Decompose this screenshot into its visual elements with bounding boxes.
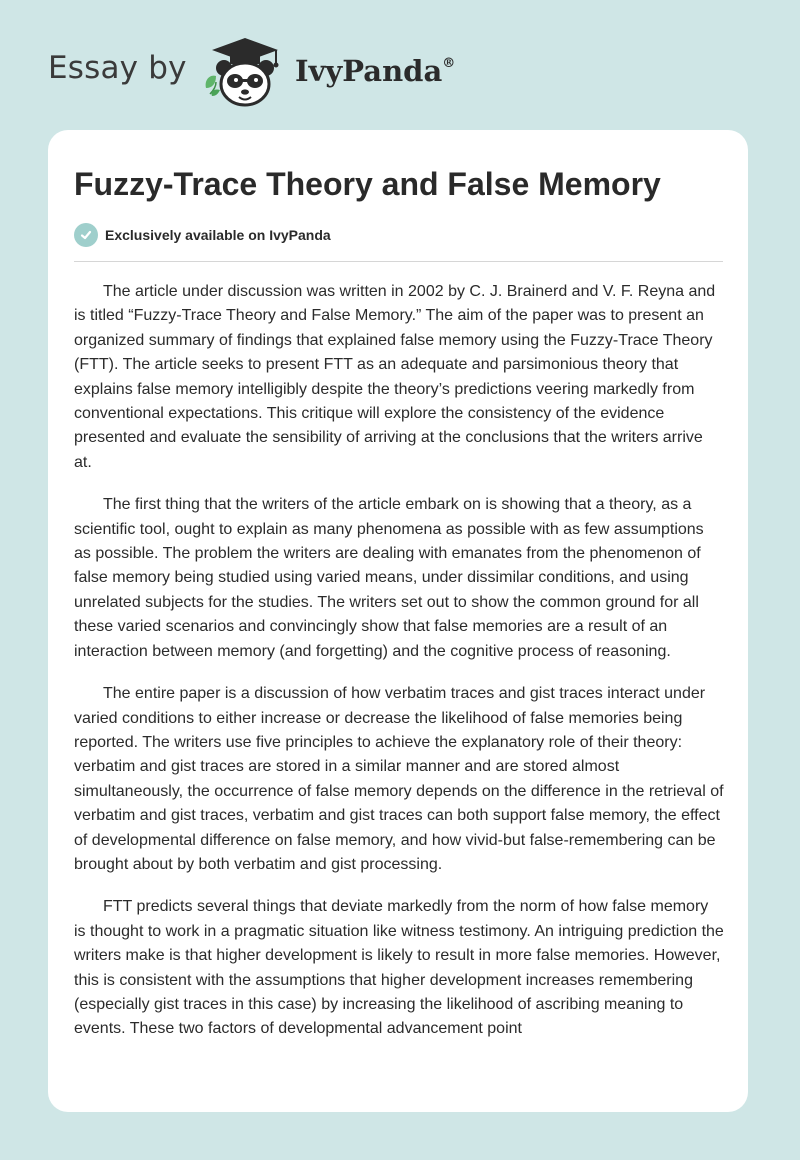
essay-body: [74, 280, 724, 1060]
brand-name: [295, 54, 455, 88]
essay-title: Fuzzy-Trace Theory and False Memory: [74, 166, 661, 202]
panda-logo-icon: [200, 36, 290, 108]
check-icon: [74, 223, 98, 247]
essay-by-label: Essay by: [48, 50, 187, 86]
essay-card: [48, 130, 748, 1112]
site-header: [0, 0, 800, 120]
paragraph: The article under discussion was written in 2002 by C. J. Brainerd and V. F. Reyna and is titled “Fuzzy-Trace Theory and False Memory.” The aim of the paper was to present an organized summary of findings that explained false memory using the Fuzzy-Trace Theory (FTT). The article seeks to present FTT as an adequate and parsimonious theory that explains false memory intelligibly despite the theory’s predictions veering markedly from conventional expectations. This critique will explore the consistency of the evidence presented and evaluate the sensibility of arriving at the conclusions that the writers arrive at.: [74, 283, 716, 471]
paragraph: The entire paper is a discussion of how verbatim traces and gist traces interact under varied conditions to either increase or decrease the likelihood of false memories being reported. The writers use five principles to achieve the explanatory role of their theory: verbatim and gist traces are stored in a similar manner and are stored almost simultaneously, the occurrence of false memory depends on the difference in the retrieval of verbatim and gist traces, verbatim and gist traces can both support false memory, the effect of developmental difference on false memory, and how vivid-but false-remembering can be brought about by both verbatim and gist processing.: [74, 685, 724, 873]
paragraph: FTT predicts several things that deviate markedly from the norm of how false memory is thought to work in a pragmatic situation like witness testimony. An intriguing prediction the writers make is that higher development is likely to result in more false memories. However, this is consistent with the assumptions that higher development increases remembering (especially gist traces in this case) by increasing the likelihood of ascribing meaning to events. These two factors of developmental advancement point: [74, 898, 724, 1038]
paragraph: The first thing that the writers of the article embark on is showing that a theory, as a scientific tool, ought to explain as many phenomena as possible with as few assumptions as possible. The problem the writers are dealing with emanates from the phenomenon of false memory being studied using varied means, under dissimilar conditions, and using unrelated subjects for the studies. The writers set out to show the common ground for all these varied scenarios and convincingly show that false memories are a result of an interaction between memory (and forgetting) and the cognitive process of reasoning.: [74, 496, 704, 660]
brand-name-text: IvyPanda: [295, 54, 443, 88]
divider: [74, 261, 723, 262]
exclusive-badge: [74, 222, 331, 248]
registered-mark: ®: [442, 56, 456, 71]
exclusive-badge-label: Exclusively available on IvyPanda: [105, 227, 331, 243]
